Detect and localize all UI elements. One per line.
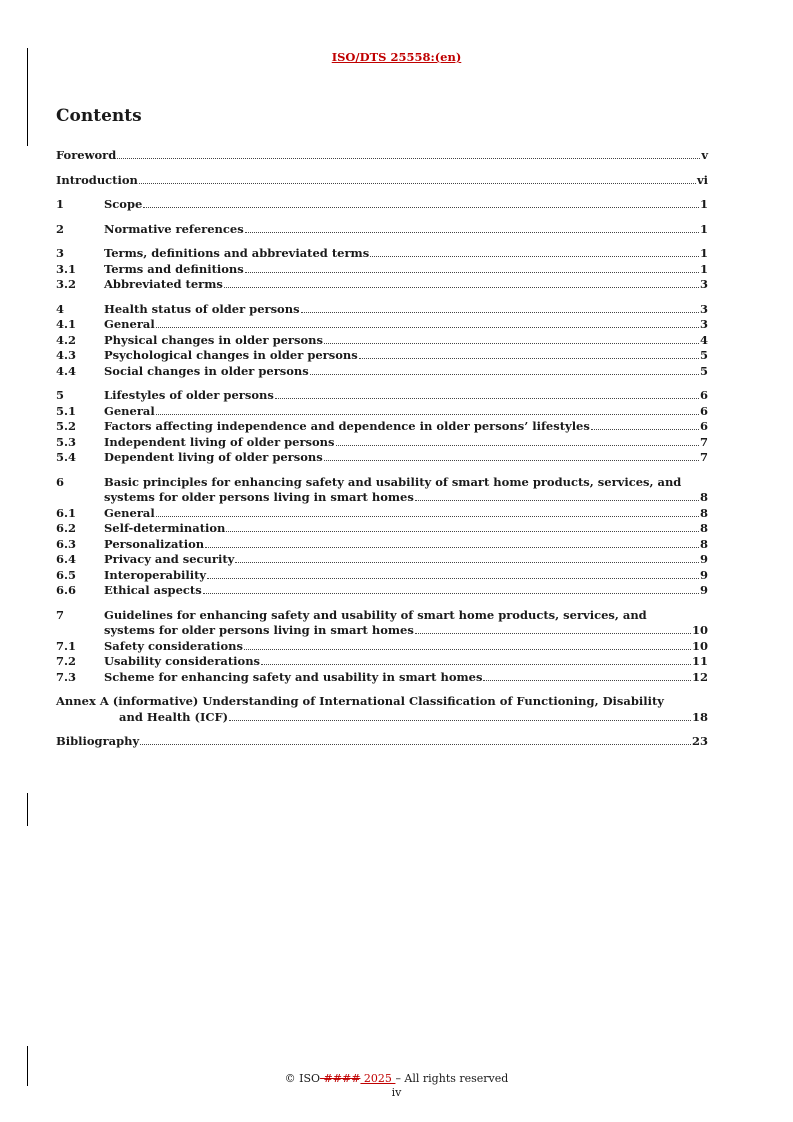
document-id-header: ISO/DTS 25558:(en) (331, 50, 462, 64)
toc-entry-5[interactable]: 5 Lifestyles of older persons 6 (56, 388, 708, 402)
toc-entry-6-4[interactable]: 6.4 Privacy and security 9 (56, 552, 708, 566)
toc-entry-bibliography[interactable]: Bibliography 23 (56, 734, 708, 748)
toc-entry-7-1[interactable]: 7.1 Safety considerations 10 (56, 638, 708, 653)
toc-entry-3[interactable]: 3 Terms, definitions and abbreviated terms 1 (56, 246, 708, 260)
table-of-contents (56, 148, 708, 750)
toc-entry-7[interactable]: 7 Guidelines for enhancing safety and usability of smart home products, services, and systems for older persons living in smart homes 10 (56, 607, 708, 637)
toc-entry-5-3[interactable]: 5.3 Independent living of older persons 7 (56, 434, 708, 449)
toc-entry-4[interactable]: 4 Health status of older persons 3 (56, 301, 708, 316)
toc-entry-4-1[interactable]: 4.1 General 3 (56, 317, 708, 331)
inserted-year: 2025 (360, 1072, 396, 1085)
deleted-year: #### (320, 1072, 361, 1085)
toc-entry-3-1[interactable]: 3.1 Terms and definitions 1 (56, 261, 708, 276)
toc-entry-6[interactable]: 6 Basic principles for enhancing safety and usability of smart home products, services, and systems for older persons living in smart homes 8 (56, 474, 708, 504)
contents-title: Contents (56, 106, 142, 126)
toc-entry-foreword[interactable]: Foreword v (56, 148, 708, 162)
toc-entry-4-4[interactable]: 4.4 Social changes in older persons 5 (56, 363, 708, 378)
toc-entry-6-3[interactable]: 6.3 Personalization 8 (56, 536, 708, 551)
toc-entry-6-6[interactable]: 6.6 Ethical aspects 9 (56, 583, 708, 597)
page-number: iv (391, 1086, 402, 1099)
toc-entry-6-2[interactable]: 6.2 Self-determination 8 (56, 521, 708, 535)
copyright-line: © ISO #### 2025 – All rights reserved (284, 1072, 509, 1085)
toc-entry-6-1[interactable]: 6.1 General 8 (56, 505, 708, 520)
page-footer (0, 1072, 793, 1100)
toc-entry-5-4[interactable]: 5.4 Dependent living of older persons 7 (56, 450, 708, 464)
toc-entry-4-3[interactable]: 4.3 Psychological changes in older persons 5 (56, 348, 708, 362)
toc-entry-4-2[interactable]: 4.2 Physical changes in older persons 4 (56, 332, 708, 347)
toc-entry-introduction[interactable]: Introduction vi (56, 172, 708, 187)
toc-entry-5-1[interactable]: 5.1 General 6 (56, 403, 708, 418)
change-bar-middle (27, 793, 28, 826)
toc-entry-3-2[interactable]: 3.2 Abbreviated terms 3 (56, 277, 708, 291)
toc-entry-7-2[interactable]: 7.2 Usability considerations 11 (56, 654, 708, 668)
toc-entry-1[interactable]: 1 Scope 1 (56, 197, 708, 211)
toc-entry-6-5[interactable]: 6.5 Interoperability 9 (56, 567, 708, 582)
toc-entry-5-2[interactable]: 5.2 Factors affecting independence and dependence in older persons’ lifestyles 6 (56, 419, 708, 433)
toc-entry-7-3[interactable]: 7.3 Scheme for enhancing safety and usability in smart homes 12 (56, 669, 708, 684)
toc-entry-annex-a[interactable]: Annex A (informative) Understanding of International Classification of Functioning, Disability and Health (ICF) 18 (56, 694, 708, 724)
toc-entry-2[interactable]: 2 Normative references 1 (56, 221, 708, 236)
